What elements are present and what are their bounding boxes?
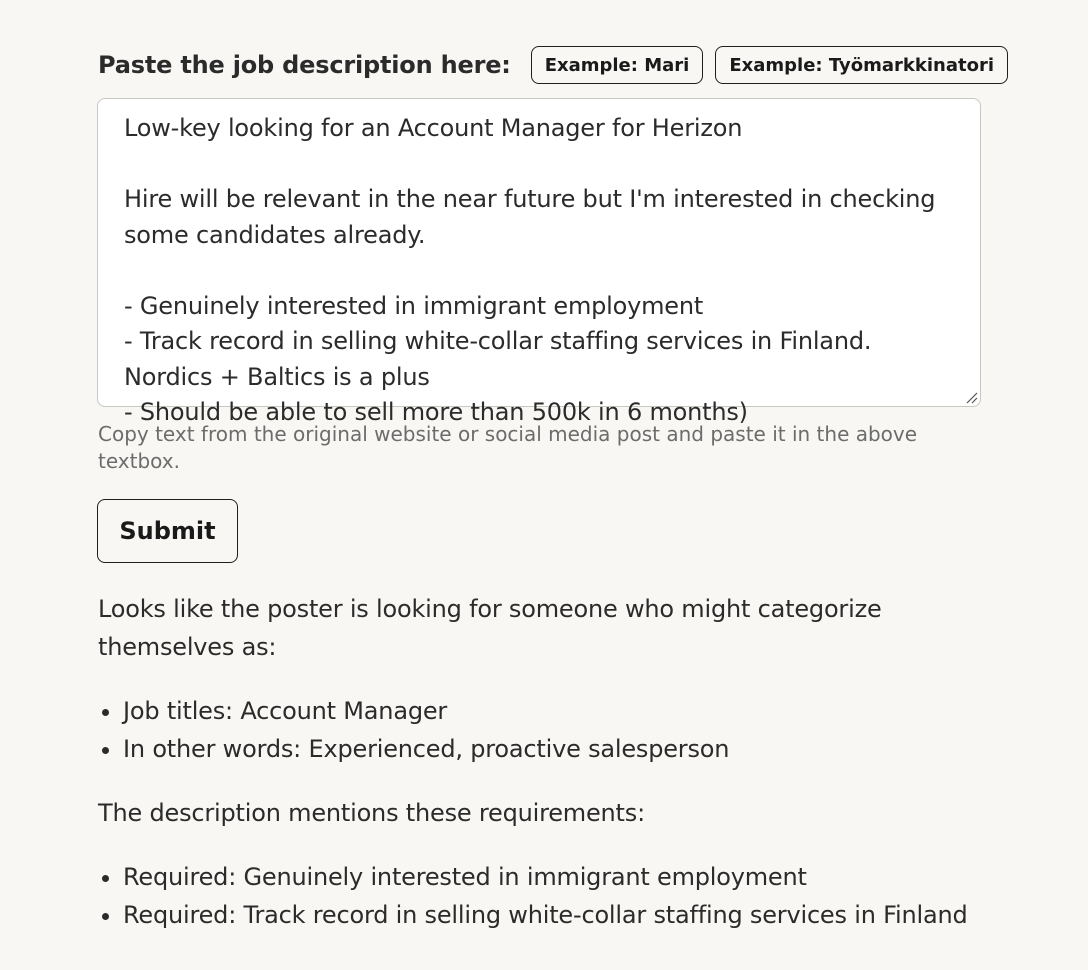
- list-item: • Required: Track record in selling white-collar staffing services in Finland: [123, 896, 978, 934]
- example-tyomarkkinatori-button[interactable]: Example: Työmarkkinatori: [715, 46, 1008, 84]
- helper-text: Copy text from the original website or social media post and paste it in the above textbox.: [98, 422, 918, 473]
- list-item: • Required: Genuinely interested in immigrant employment: [123, 858, 978, 896]
- form-header: [98, 46, 1008, 84]
- submit-button[interactable]: Submit: [97, 499, 238, 563]
- resize-handle-icon[interactable]: [964, 390, 978, 404]
- requirements-intro: The description mentions these requirements:: [98, 799, 645, 827]
- example-mari-button[interactable]: Example: Mari: [531, 46, 704, 84]
- analysis-result: [98, 590, 978, 934]
- job-description-text[interactable]: Low-key looking for an Account Manager for Herizon Hire will be relevant in the near future but I'm interested in checking some candidates already. - Genuinely interested in immigrant employment - Track record in selling white-collar staffing services in Finland. Nordics + Baltics is a plus - Should be able to sell more than 500k in 6 months): [124, 114, 936, 426]
- list-item: • Job titles: Account Manager: [123, 692, 978, 730]
- job-description-label: Paste the job description here:: [98, 51, 511, 79]
- list-item: • In other words: Experienced, proactive salesperson: [123, 730, 978, 768]
- categories-list: [98, 692, 978, 768]
- categories-intro: Looks like the poster is looking for someone who might categorize themselves as:: [98, 595, 882, 661]
- job-description-textarea[interactable]: [97, 98, 981, 426]
- requirements-list: [98, 858, 978, 934]
